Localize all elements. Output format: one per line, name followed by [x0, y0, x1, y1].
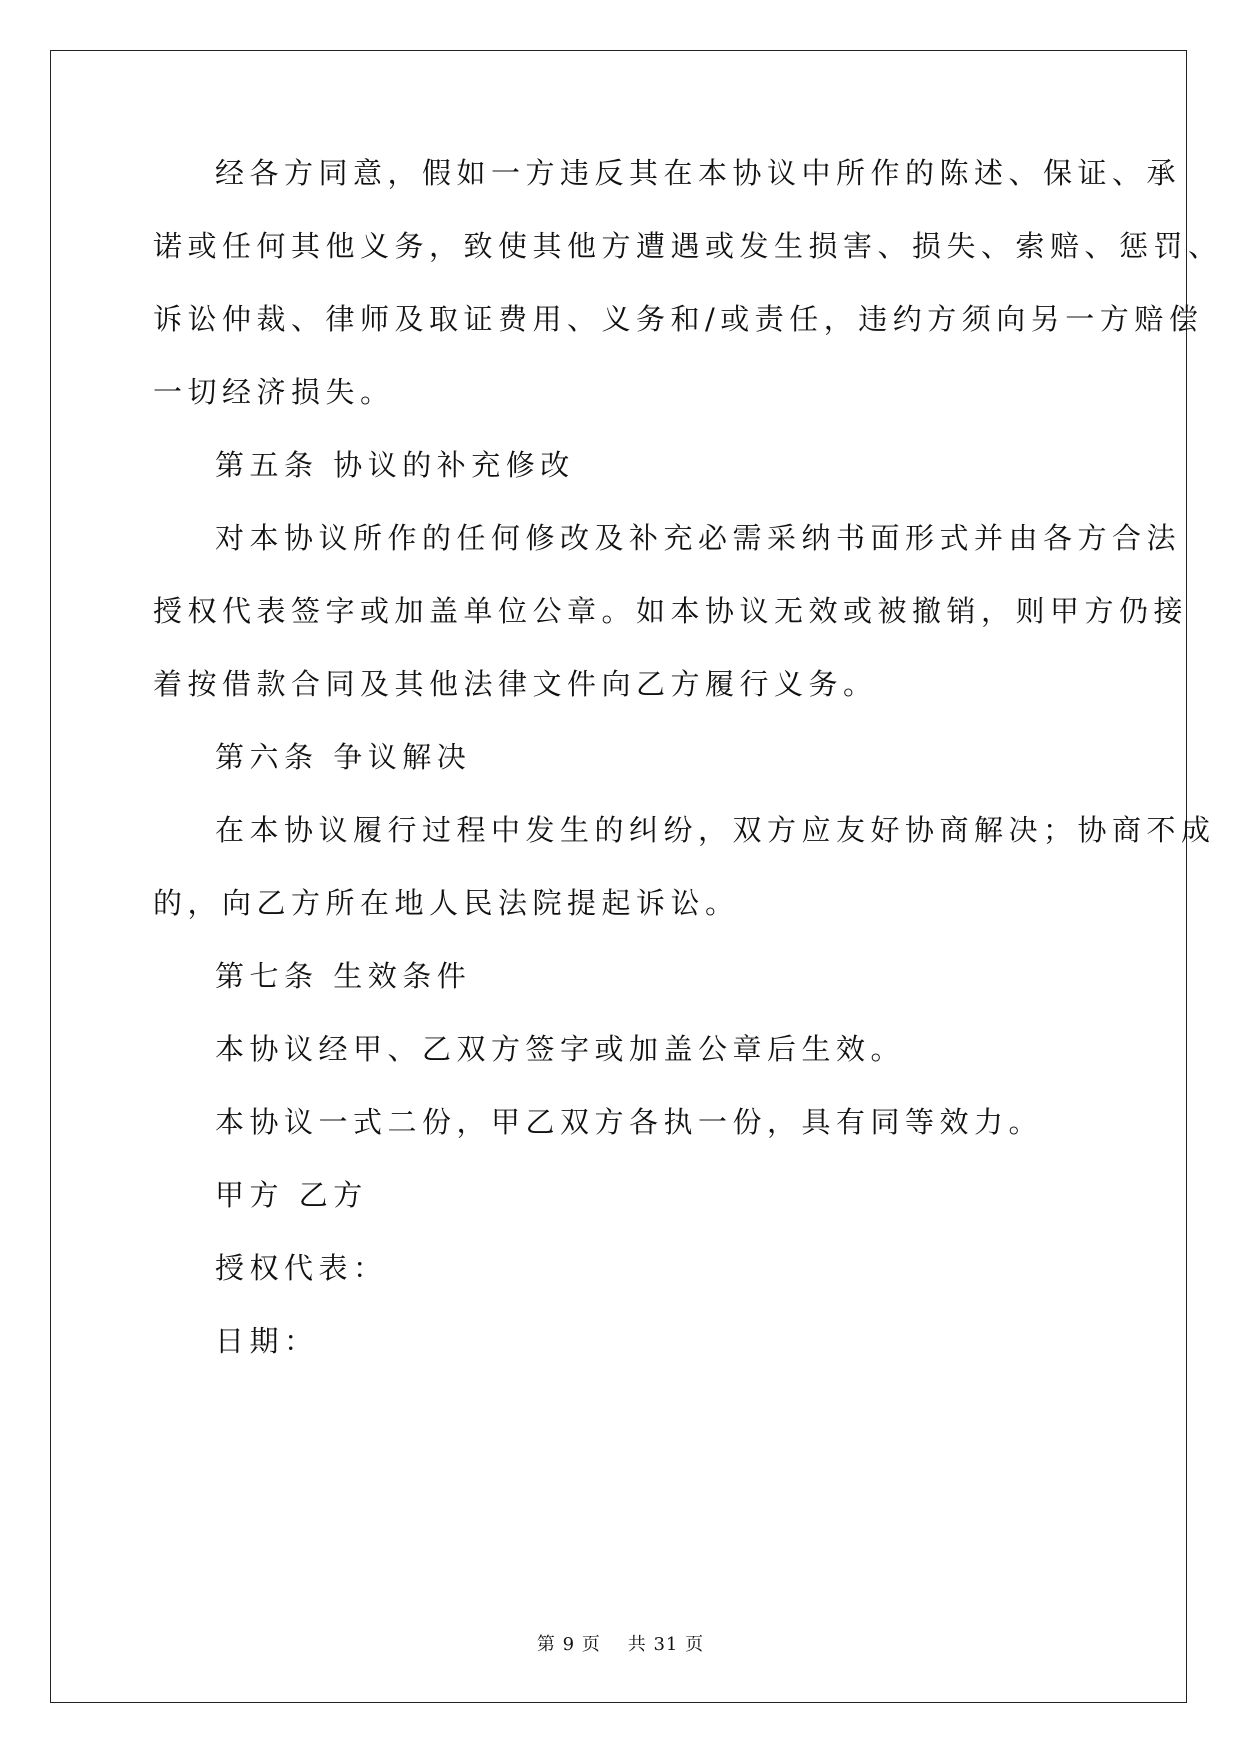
paragraph-line: 诺或任何其他义务，致使其他方遭遇或发生损害、损失、索赔、惩罚、 — [153, 229, 1223, 263]
signature-representative: 授权代表： — [215, 1251, 388, 1285]
page-number: 第 9 页 — [536, 1634, 601, 1655]
paragraph-line: 在本协议履行过程中发生的纠纷，双方应友好协商解决；协商不成 — [215, 813, 1216, 847]
paragraph-line: 本协议一式二份，甲乙双方各执一份，具有同等效力。 — [215, 1105, 1044, 1139]
section-heading: 第五条 协议的补充修改 — [215, 448, 575, 482]
paragraph-line: 着按借款合同及其他法律文件向乙方履行义务。 — [153, 667, 878, 701]
signature-date: 日期： — [215, 1324, 319, 1358]
page-footer — [0, 1630, 1241, 1656]
signature-parties: 甲方 乙方 — [215, 1178, 368, 1212]
paragraph-line: 的，向乙方所在地人民法院提起诉讼。 — [153, 886, 740, 920]
paragraph-line: 诉讼仲裁、律师及取证费用、义务和/或责任，违约方须向另一方赔偿 — [153, 302, 1204, 336]
paragraph-line: 经各方同意，假如一方违反其在本协议中所作的陈述、保证、承 — [215, 156, 1182, 190]
paragraph-line: 授权代表签字或加盖单位公章。如本协议无效或被撤销，则甲方仍接 — [153, 594, 1189, 628]
paragraph-line: 一切经济损失。 — [153, 375, 395, 409]
paragraph-line: 对本协议所作的任何修改及补充必需采纳书面形式并由各方合法 — [215, 521, 1182, 555]
section-heading: 第六条 争议解决 — [215, 740, 472, 774]
page-total: 共 31 页 — [627, 1634, 705, 1655]
section-heading: 第七条 生效条件 — [215, 959, 472, 993]
paragraph-line: 本协议经甲、乙双方签字或加盖公章后生效。 — [215, 1032, 906, 1066]
page-frame — [50, 50, 1187, 1703]
